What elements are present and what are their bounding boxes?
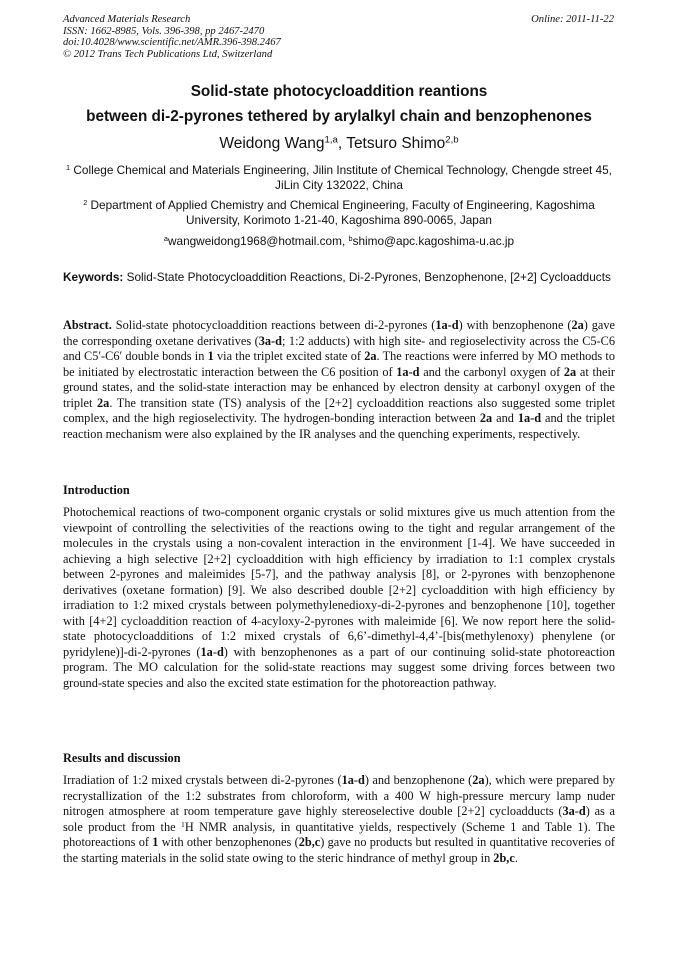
compound-ref: 2a <box>571 318 584 332</box>
keywords-text: Solid-State Photocycloaddition Reactions, Di-2-Pyrones, Benzophenone, [2+2] Cycloadducts <box>126 270 611 284</box>
results-text: with other benzophenones ( <box>158 835 299 849</box>
introduction-heading: Introduction <box>63 483 130 497</box>
affiliation-2 <box>63 198 615 228</box>
copyright-line: © 2012 Trans Tech Publications Ltd, Switzerland <box>63 48 273 60</box>
compound-ref: 1a <box>200 644 213 659</box>
compound-ref: c <box>509 850 515 865</box>
compound-separator: , <box>311 835 315 849</box>
email-a-mark: a <box>163 233 168 243</box>
compound-ref: 2a <box>472 773 485 787</box>
introduction-text: Photochemical reactions of two-component organic crystals or solid mixtures give us much attention from the viewpoint of controlling the selectivities of the reactions owing to the tight and regular arrangement of the molecules in the crystals using a non-covalent interaction in the environment [1-4]. We have succeeded in achieving a high selective [2+2] cycloaddition with high efficiency by irradiation to 1:1 complex crystals between 2-pyrones and maleimides [5-7], and the pathway analysis [8], or 2-pyrones with benzophenone derivatives (oxetane formation) [9]. We also described double [2+2] cycloaddition with high efficiency by irradiation to 1:2 mixed crystals between polymethylenedioxy-di-2-pyrones and benzophenone [10], together with [4+2] cycloaddition reaction of 4-acyloxy-2-pyrones with maleimide [6]. We now report here the solid-state photocycloadditions of 1:2 mixed crystals of 6,6’-dimethyl-4,4’-[bis(methylenoxy) phenylene (or pyridylene)]-di-2-pyrones ( <box>63 505 615 659</box>
email-a-link[interactable]: wangweidong1968@hotmail.com <box>167 234 342 248</box>
affiliation-2-text: Department of Applied Chemistry and Chemical Engineering, Faculty of Engineering, Kagoshima University, Korimoto 1-21-40, Kagoshima 890-0065, Japan <box>90 198 595 227</box>
abstract-text: and the carbonyl oxygen of <box>419 364 564 379</box>
email-b-mark: b <box>348 233 353 243</box>
doi-line: doi:10.4028/www.scientific.net/AMR.396-398.2467 <box>63 37 281 49</box>
results-text: ) as a sole product from the <box>63 804 615 834</box>
keywords-label: Keywords: <box>63 270 124 284</box>
abstract-text: ; 1:2 adducts) with high site- and regioselectivity across the C5-C6 and C5′-C6′ double bonds in <box>63 333 615 363</box>
nmr-superscript: 1 <box>181 819 185 829</box>
abstract-text: ) gave the corresponding oxetane derivatives ( <box>63 318 615 348</box>
compound-ref: 1a-d <box>435 318 459 332</box>
compound-ref: 2a <box>364 349 377 363</box>
abstract-text: . The transition state (TS) analysis of the [2+2] cycloaddition reactions also suggested some triplet complex, and the high regioselectivity. The hydrogen-bonding interaction between <box>63 395 615 425</box>
email-line <box>63 234 615 249</box>
affiliation-1 <box>63 163 615 193</box>
results-text: . <box>514 850 518 865</box>
abstract-text: Solid-state photocycloaddition reactions between di-2-pyrones ( <box>115 318 436 332</box>
author-separator: , <box>337 135 347 152</box>
email-b-link[interactable]: shimo@apc.kagoshima-u.ac.jp <box>352 234 515 248</box>
journal-name: Advanced Materials Research <box>63 14 191 25</box>
affiliation-1-text: College Chemical and Materials Engineering, Jilin Institute of Chemical Technology, Chengde street 45, JiLin City 132022, China <box>73 163 612 192</box>
compound-ref: 2a <box>479 411 493 425</box>
compound-ref: 2a <box>97 395 110 410</box>
compound-ref: 1a <box>341 773 354 787</box>
affiliation-2-mark: 2 <box>83 197 88 207</box>
email-separator: , <box>341 234 349 248</box>
author-list <box>0 134 678 154</box>
keywords <box>63 270 615 285</box>
range-dash: - <box>353 773 358 787</box>
introduction-paragraph <box>63 505 615 691</box>
compound-separator: , <box>506 850 510 865</box>
results-heading: Results and discussion <box>63 751 181 765</box>
results-text: ) gave no products but resulted in quantitative recoveries of the starting materials in the solid state owing to the steric hindrance of methyl group in <box>63 835 616 865</box>
compound-ref: 3a-d <box>258 333 282 348</box>
compound-ref: d <box>578 804 586 818</box>
results-text: Irradiation of 1:2 mixed crystals between di-2-pyrones ( <box>63 773 342 787</box>
compound-ref: 1a-d <box>396 364 420 379</box>
affiliation-1-mark: 1 <box>66 162 71 172</box>
abstract-text: . The reactions were inferred by MO methods to be initiated by electrostatic interaction between the C6 position of <box>63 349 615 379</box>
abstract-label: Abstract. <box>63 318 112 332</box>
paper-title-line-1: Solid-state photocycloaddition reantions <box>190 83 488 100</box>
author-2: Tetsuro Shimo <box>346 135 446 152</box>
abstract-text: at their ground states, and the solid-state interaction may be enhanced by electron density at carbonyl oxygen of the triplet <box>63 364 615 410</box>
introduction-text: ) with benzophenones as a part of our continuing solid-state photoreaction program. The MO calculation for the solid-state reactions may suggest some driving forces between two ground-state species and also the excited state estimation for the photoreaction pathway. <box>63 644 615 690</box>
compound-ref: 2b <box>298 835 312 849</box>
results-text: ), which were prepared by recrystallization of the 1:2 substrates from chloroform, with a 400 W high-pressure mercury lamp nuder nitrogen atmosphere at room temperature gave highly stereoselective double [2+2] cycloadducts ( <box>63 773 615 818</box>
abstract-text: and <box>492 411 518 425</box>
compound-ref: 2a <box>563 364 577 379</box>
compound-ref: d <box>216 644 224 659</box>
abstract <box>63 318 615 442</box>
results-paragraph <box>63 773 615 866</box>
author-1-affiliation-mark: 1,a <box>324 134 338 146</box>
journal-header <box>63 14 281 60</box>
compound-ref: 1a-d <box>517 411 542 425</box>
issn-line: ISSN: 1662-8985, Vols. 396-398, pp 2467-2470 <box>63 25 265 37</box>
results-text: ) and benzophenone ( <box>364 773 473 787</box>
compound-ref: 3a <box>562 804 575 818</box>
compound-ref: 1 <box>207 349 214 363</box>
author-1: Weidong Wang <box>219 135 325 152</box>
compound-ref: c <box>314 835 321 849</box>
abstract-text: and the triplet reaction mechanism were also explained by the IR analyses and the quenching experiments, respectively. <box>63 411 616 441</box>
abstract-text: ) with benzophenone ( <box>458 318 572 332</box>
range-dash: - <box>212 644 217 659</box>
abstract-text: via the triplet excited state of <box>213 349 365 363</box>
compound-ref: 1 <box>152 835 159 849</box>
results-text: H NMR analysis, in quantitative yields, respectively (Scheme 1 and Table 1). The photoreactions of <box>63 819 615 849</box>
range-dash: - <box>574 804 579 818</box>
paper-title-line-2: between di-2-pyrones tethered by arylalkyl chain and benzophenones <box>86 108 592 125</box>
author-2-affiliation-mark: 2,b <box>445 134 459 146</box>
online-date: Online: 2011-11-22 <box>531 14 614 25</box>
compound-ref: 2b <box>493 850 507 865</box>
compound-ref: d <box>357 773 365 787</box>
